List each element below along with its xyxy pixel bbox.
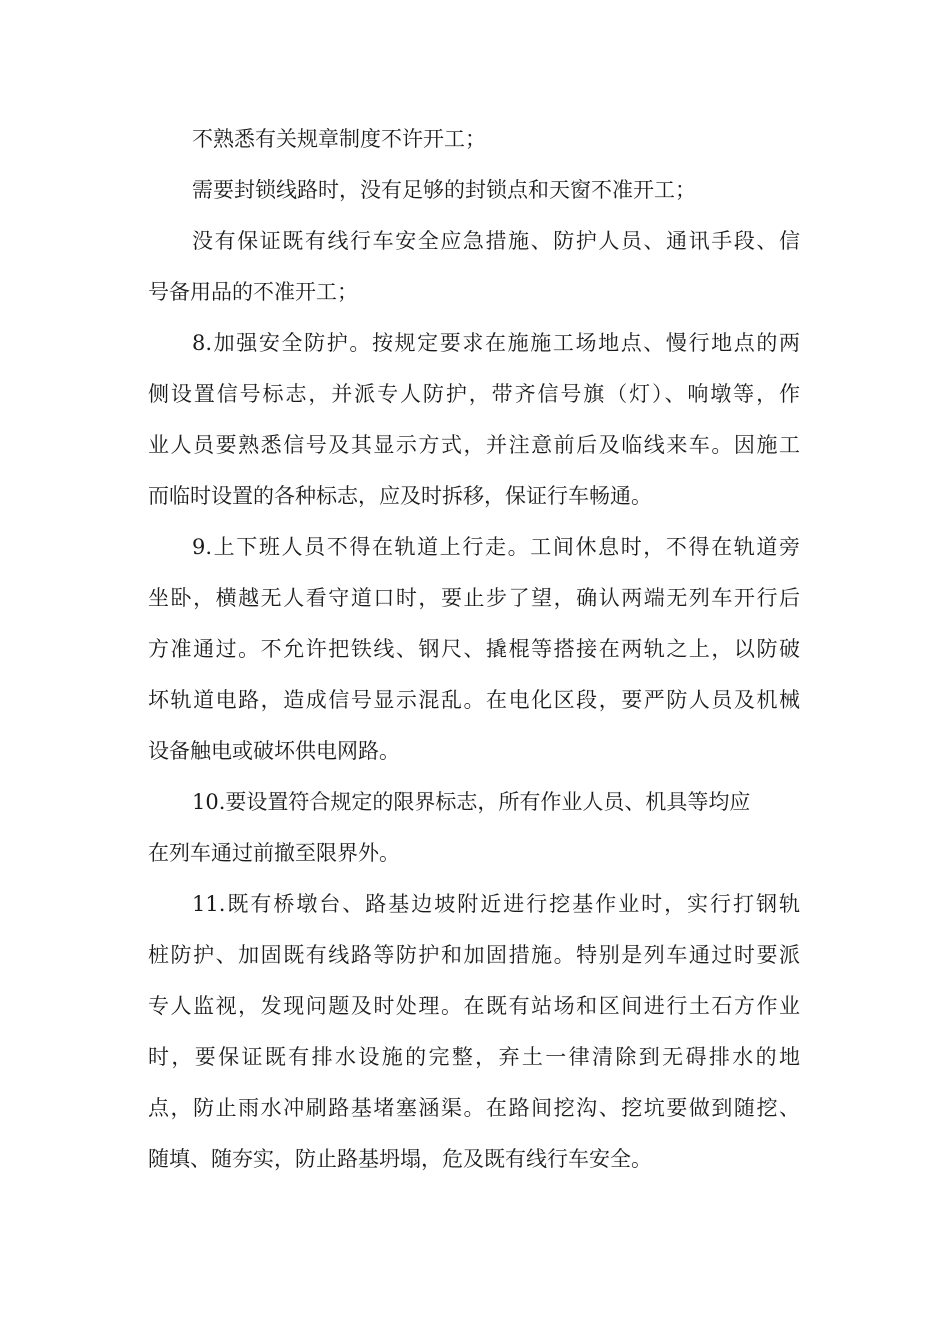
paragraph-4-line-4: 而临时设置的各种标志，应及时拆移，保证行车畅通。 — [148, 484, 652, 508]
paragraph-2-line-1: 需要封锁线路时，没有足够的封锁点和天窗不准开工； — [192, 178, 696, 202]
paragraph-5-line-5: 设备触电或破坏供电网路。 — [148, 739, 400, 763]
paragraph-7-line-2: 桩防护、加固既有线路等防护和加固措施。特别是列车通过时要派 — [148, 943, 800, 967]
paragraph-4-line-1: 8.加强安全防护。按规定要求在施施工场地点、慢行地点的两 — [192, 331, 800, 355]
paragraph-5-line-2: 坐卧，横越无人看守道口时，要止步了望，确认两端无列车开行后 — [148, 586, 800, 610]
paragraph-7-line-1: 11.既有桥墩台、路基边坡附近进行挖基作业时，实行打钢轨 — [192, 892, 800, 916]
paragraph-5-line-4: 坏轨道电路，造成信号显示混乱。在电化区段，要严防人员及机械 — [148, 688, 800, 712]
paragraph-7-line-6: 随填、随夯实，防止路基坍塌，危及既有线行车安全。 — [148, 1147, 652, 1171]
paragraph-6-line-1: 10.要设置符合规定的限界标志，所有作业人员、机具等均应 — [192, 790, 751, 814]
paragraph-1-line-1: 不熟悉有关规章制度不许开工； — [192, 127, 486, 151]
paragraph-7-line-5: 点，防止雨水冲刷路基堵塞涵渠。在路间挖沟、挖坑要做到随挖、 — [148, 1096, 800, 1120]
paragraph-7-line-3: 专人监视，发现问题及时处理。在既有站场和区间进行土石方作业 — [148, 994, 800, 1018]
paragraph-5-line-1: 9.上下班人员不得在轨道上行走。工间休息时，不得在轨道旁 — [192, 535, 800, 559]
paragraph-3-line-2: 号备用品的不准开工； — [148, 280, 358, 304]
paragraph-4-line-3: 业人员要熟悉信号及其显示方式，并注意前后及临线来车。因施工 — [148, 433, 800, 457]
paragraph-5-line-3: 方准通过。不允许把铁线、钢尺、撬棍等搭接在两轨之上，以防破 — [148, 637, 800, 661]
paragraph-4-line-2: 侧设置信号标志，并派专人防护，带齐信号旗（灯）、响墩等，作 — [148, 382, 800, 406]
paragraph-7-line-4: 时，要保证既有排水设施的完整，弃土一律清除到无碍排水的地 — [148, 1045, 800, 1069]
paragraph-6-line-2: 在列车通过前撤至限界外。 — [148, 841, 400, 865]
paragraph-3-line-1: 没有保证既有线行车安全应急措施、防护人员、通讯手段、信 — [192, 229, 800, 253]
